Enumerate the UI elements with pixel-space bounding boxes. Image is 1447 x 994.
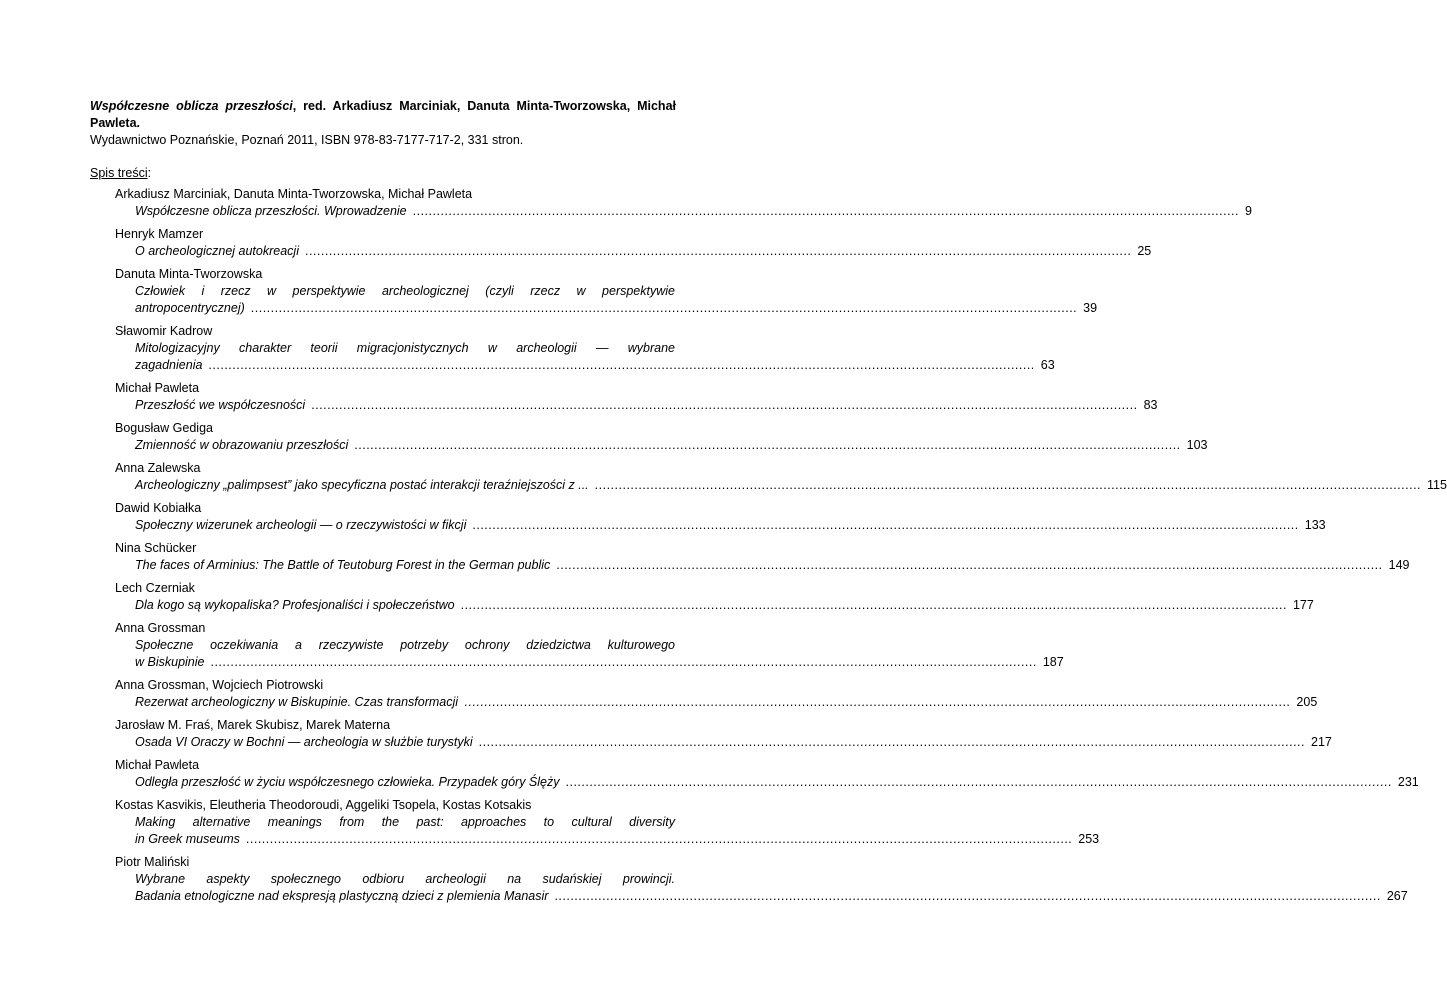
dot-leader <box>595 477 1421 494</box>
toc-entry-title: O archeologicznej autokreacji <box>135 244 299 258</box>
dot-leader <box>354 437 1180 454</box>
toc-entry-title: Odległa przeszłość w życiu współczesnego człowieka. Przypadek góry Ślęży <box>135 775 560 789</box>
toc-entry-title-line <box>135 397 1158 414</box>
toc-entry-title-line <box>135 734 1332 751</box>
toc-entry-title-line <box>135 871 675 888</box>
toc-entry-title: w Biskupinie <box>135 655 205 669</box>
toc-entry-page: 103 <box>1186 438 1208 452</box>
dot-leader <box>479 734 1305 751</box>
toc-entry-title-line <box>135 597 1314 614</box>
editors-prefix: , red. <box>292 99 333 113</box>
toc-entry-author: Anna Grossman <box>115 621 206 635</box>
toc-entry <box>115 620 1064 671</box>
toc-entry-title: antropocentrycznej) <box>135 301 245 315</box>
toc-entry <box>115 854 1408 905</box>
toc-entry-author: Nina Schücker <box>115 541 197 555</box>
toc-entry <box>115 420 1208 454</box>
toc-entry-page: 25 <box>1137 244 1152 258</box>
toc-entry-title-line <box>135 357 1055 374</box>
book-publisher: Wydawnictwo Poznańskie, Poznań 2011, ISBN 978-83-7177-717-2, 331 stron. <box>90 133 524 147</box>
toc-entry-title-line <box>135 694 1318 711</box>
toc-entry-page: 9 <box>1245 204 1252 218</box>
toc-entry-title-line <box>135 283 675 300</box>
toc-entry-page: 253 <box>1078 832 1100 846</box>
toc-entry-title-line <box>135 814 675 831</box>
toc-entry-author: Henryk Mamzer <box>115 227 204 241</box>
toc-entry-title-line <box>135 437 1208 454</box>
toc-entry <box>115 500 1326 534</box>
toc-entry-author: Bogusław Gediga <box>115 421 213 435</box>
toc-entry <box>115 186 1252 220</box>
toc-entry-page: 115 <box>1427 478 1447 492</box>
toc-entry-title-line <box>135 774 1419 791</box>
toc-entry-title-line <box>135 340 675 357</box>
toc-entry-title: The faces of Arminius: The Battle of Teutoburg Forest in the German public <box>135 558 551 572</box>
toc-entry-title-line <box>135 477 1447 494</box>
toc-entry-title: Archeologiczny „palimpsest” jako specyficzna postać interakcji teraźniejszości z ... <box>135 478 589 492</box>
toc-entry-author: Sławomir Kadrow <box>115 324 213 338</box>
toc-entry-author: Piotr Maliński <box>115 855 190 869</box>
toc-entry <box>115 677 1318 711</box>
toc-entry-page: 205 <box>1296 695 1318 709</box>
dot-leader <box>566 774 1392 791</box>
toc-entry-page: 177 <box>1292 598 1314 612</box>
toc-entry-title: Badania etnologiczne nad ekspresją plastyczną dzieci z plemienia Manasir <box>135 889 549 903</box>
toc-entry-title: Przeszłość we współczesności <box>135 398 306 412</box>
book-title: Współczesne oblicza przeszłości <box>90 99 293 113</box>
toc-entry-author: Danuta Minta-Tworzowska <box>115 267 263 281</box>
toc-entry-page: 83 <box>1143 398 1158 412</box>
toc-entry-title-line <box>135 517 1326 534</box>
toc-entry-author: Jarosław M. Fraś, Marek Skubisz, Marek Materna <box>115 718 391 732</box>
toc-entry-title-line <box>135 203 1252 220</box>
toc-entry-title: Dla kogo są wykopaliska? Profesjonaliści i społeczeństwo <box>135 598 455 612</box>
toc-entry-title: in Greek museums <box>135 832 240 846</box>
toc-entry-title: Współczesne oblicza przeszłości. Wprowadzenie <box>135 204 407 218</box>
toc-entry <box>115 380 1158 414</box>
toc-entry-author: Arkadiusz Marciniak, Danuta Minta-Tworzowska, Michał Pawleta <box>115 187 473 201</box>
toc-entry-page: 231 <box>1397 775 1419 789</box>
dot-leader <box>461 597 1287 614</box>
dot-leader <box>311 397 1137 414</box>
toc-entry <box>115 757 1419 791</box>
toc-entry-title-line <box>135 300 1098 317</box>
toc-label: Spis treści <box>90 166 148 180</box>
dot-leader <box>554 888 1380 905</box>
dot-leader <box>556 557 1382 574</box>
toc-entry-title: Zmienność w obrazowaniu przeszłości <box>135 438 349 452</box>
toc-entry-title: Społeczne oczekiwania a rzeczywiste potrzeby ochrony dziedzictwa kulturowego <box>135 638 675 652</box>
toc-colon: : <box>147 166 152 180</box>
toc-entry-title: Rezerwat archeologiczny w Biskupinie. Czas transformacji <box>135 695 459 709</box>
toc-entry-author: Dawid Kobiałka <box>115 501 202 515</box>
dot-leader <box>472 517 1298 534</box>
toc-entry-title: Osada VI Oraczy w Bochni — archeologia w służbie turystyki <box>135 735 473 749</box>
dot-leader <box>251 300 1077 317</box>
dot-leader <box>305 243 1131 260</box>
toc-entry-page: 39 <box>1083 301 1098 315</box>
dot-leader <box>413 203 1239 220</box>
toc-entry-title-line <box>135 243 1152 260</box>
toc-entry-author: Lech Czerniak <box>115 581 195 595</box>
toc-entry-page: 133 <box>1304 518 1326 532</box>
toc-entry-page: 149 <box>1388 558 1410 572</box>
toc-entry <box>115 540 1410 574</box>
dot-leader <box>208 357 1034 374</box>
toc-entry-page: 63 <box>1040 358 1055 372</box>
toc-entry-title-line <box>135 654 1064 671</box>
dot-leader <box>210 654 1036 671</box>
toc-entry-page: 187 <box>1042 655 1064 669</box>
book-header <box>90 98 676 149</box>
toc-entry-page: 217 <box>1311 735 1332 749</box>
toc-entry-title-line <box>135 831 1100 848</box>
toc-entry-page: 267 <box>1386 889 1408 903</box>
toc-entry <box>115 580 1314 614</box>
toc-entry-author: Michał Pawleta <box>115 381 200 395</box>
toc-entry-author: Michał Pawleta <box>115 758 200 772</box>
dot-leader <box>246 831 1072 848</box>
toc-entry-author: Kostas Kasvikis, Eleutheria Theodoroudi, Aggeliki Tsopela, Kostas Kotsakis <box>115 798 532 812</box>
toc-entry-author: Anna Grossman, Wojciech Piotrowski <box>115 678 324 692</box>
toc-entry-title-line <box>135 637 675 654</box>
table-of-contents <box>115 186 1447 911</box>
toc-entry <box>115 226 1152 260</box>
toc-entry-title: Człowiek i rzecz w perspektywie archeologicznej (czyli rzecz w perspektywie <box>135 284 675 298</box>
toc-entry <box>115 717 1332 751</box>
book-title-line <box>90 98 676 132</box>
toc-entry <box>115 460 1447 494</box>
toc-entry-title: Społeczny wizerunek archeologii — o rzeczywistości w fikcji <box>135 518 467 532</box>
toc-entry <box>115 323 1055 374</box>
book-editors: Arkadiusz Marciniak, Danuta Minta-Tworzowska, Michał Pawleta. <box>90 99 676 130</box>
toc-entry <box>115 797 1100 848</box>
toc-entry-title: zagadnienia <box>135 358 203 372</box>
toc-heading <box>90 165 151 182</box>
toc-entry-title-line <box>135 888 1408 905</box>
toc-entry-title: Making alternative meanings from the past: approaches to cultural diversity <box>135 815 675 829</box>
toc-entry-title-line <box>135 557 1410 574</box>
toc-entry-title: Mitologizacyjny charakter teorii migracjonistycznych w archeologii — wybrane <box>135 341 675 355</box>
toc-entry <box>115 266 1098 317</box>
toc-entry-author: Anna Zalewska <box>115 461 201 475</box>
toc-entry-title: Wybrane aspekty społecznego odbioru archeologii na sudańskiej prowincji. <box>135 872 675 886</box>
dot-leader <box>464 694 1290 711</box>
